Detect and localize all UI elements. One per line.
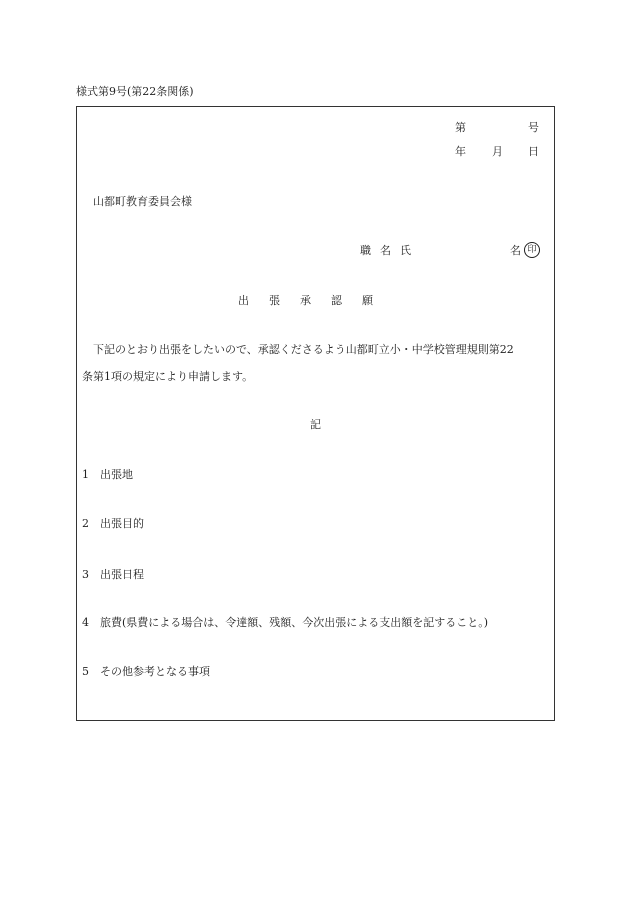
- form-number: 様式第9号(第22条関係): [76, 85, 194, 98]
- item-label: 出張地: [100, 468, 133, 481]
- item-label: 出張日程: [100, 568, 144, 581]
- document-title: 出張承認願: [238, 294, 393, 307]
- date-year-label: 年: [455, 145, 466, 158]
- body-text-line-2: 条第1項の規定により申請します。: [82, 370, 254, 383]
- addressee: 山都町教育委員会様: [93, 195, 192, 208]
- document-number-prefix: 第: [455, 121, 466, 134]
- list-item: [82, 568, 144, 582]
- item-label: 出張目的: [100, 517, 144, 530]
- seal-mark: 印: [524, 242, 540, 258]
- item-number: 4: [82, 616, 89, 629]
- item-label: その他参考となる事項: [100, 665, 210, 678]
- date-month-label: 月: [492, 145, 503, 158]
- ki-heading: 記: [310, 418, 321, 431]
- list-item: [82, 468, 133, 482]
- document-number-suffix: 号: [528, 121, 539, 134]
- list-item: [82, 517, 144, 531]
- list-item: [82, 665, 210, 679]
- item-number: 1: [82, 468, 89, 481]
- applicant-name-label: 名: [510, 244, 521, 257]
- item-label: 旅費(県費による場合は、令達額、残額、今次出張による支出額を記すること。): [100, 616, 489, 629]
- body-text-line-1: 下記のとおり出張をしたいので、承認くださるよう山都町立小・中学校管理規則第22: [93, 343, 514, 356]
- item-number: 2: [82, 517, 89, 530]
- list-item: [82, 616, 488, 630]
- date-day-label: 日: [528, 145, 539, 158]
- item-number: 5: [82, 665, 89, 678]
- applicant-position-name-label: 職名氏: [360, 244, 420, 257]
- item-number: 3: [82, 568, 89, 581]
